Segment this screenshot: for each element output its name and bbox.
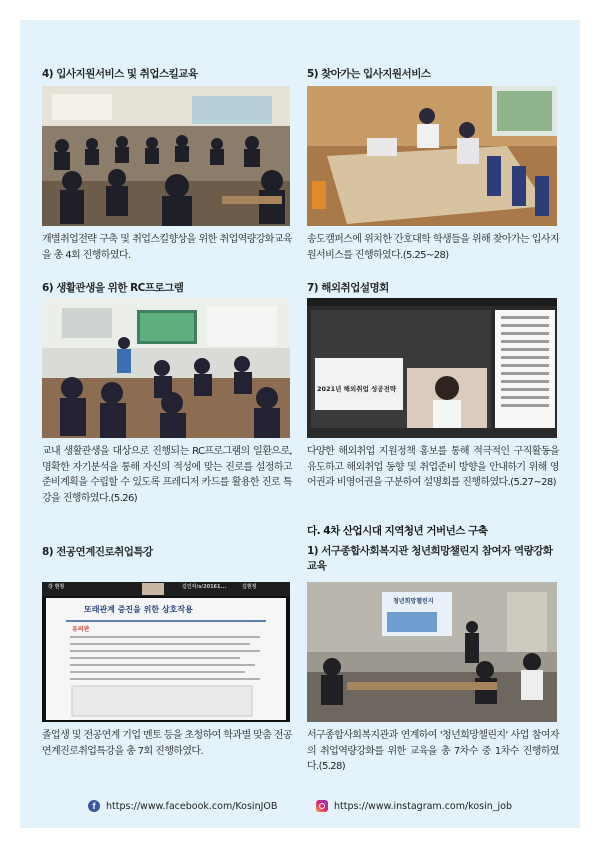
room-banner: 청년희망챌린지: [393, 598, 434, 605]
facebook-link-row[interactable]: [88, 800, 277, 812]
facebook-url[interactable]: https://www.facebook.com/KosinJOB: [106, 800, 278, 812]
zoom-name-1: 강 현정: [48, 584, 65, 590]
section-heading-5: 5) 찾아가는 입사지원서비스: [307, 68, 431, 80]
webinar-title: 2021년 해외취업 성공전략: [317, 385, 397, 393]
section-caption-5: 송도캠퍼스에 위치한 간호대학 학생들을 위해 찾아가는 입사지원서비스를 진행하였다.(5.25~28): [307, 234, 559, 261]
instagram-icon: [316, 800, 328, 812]
zoom-name-3: 김현정: [242, 584, 257, 590]
section-heading-4: 4) 입사지원서비스 및 취업스킬교육: [42, 68, 198, 80]
section-caption-7: 다양한 해외취업 지원정책 홍보를 통해 적극적인 구직활동을 유도하고 해외취업 동향 및 취업준비 방향을 안내하기 위해 영어권과 비영어권을 구분하여 설명회를 진행하였다.(5.27~28): [307, 446, 559, 488]
subsection-heading-1: 1) 서구종합사회복지관 청년희망챌린지 참여자 역량강화교육: [307, 545, 553, 572]
instagram-url[interactable]: https://www.instagram.com/kosin_job: [334, 800, 513, 812]
subsection-caption-1: 서구종합사회복지관과 연계하여 '청년희망챌린지' 사업 참여자의 취업역량강화를 위한 교육을 총 7차수 중 1차수 진행하였다.(5.28): [307, 730, 559, 772]
photo-skill-education: [42, 86, 290, 226]
photo-youth-challenge: [307, 582, 557, 722]
slide-title: 또래관계 증진을 위한 상호작용: [84, 605, 193, 614]
section-heading-8: 8) 전공연계진로취업특강: [42, 546, 153, 558]
section-heading-6: 6) 생활관생을 위한 RC프로그램: [42, 282, 184, 294]
photo-major-lecture: [42, 582, 290, 722]
photo-rc-program: [42, 298, 290, 438]
section-caption-6: 교내 생활관생을 대상으로 진행되는 RC프로그램의 일환으로, 명확한 자기분석을 통해 자신의 적성에 맞는 진로를 설정하고 준비계획을 수립할 수 있도록 프레디저 카드를 활용한 진로 특강을 진행하였다.(5.26): [42, 446, 292, 504]
facebook-icon: f: [88, 800, 100, 812]
section-caption-8: 졸업생 및 전공연계 기업 멘토 등을 초청하여 학과별 맞춤 전공연계진로취업특강을 총 7회 진행하였다.: [42, 730, 292, 757]
zoom-name-2: 김인자/s/20161...: [182, 584, 227, 590]
subsection-title: 다. 4차 산업시대 지역청년 거버넌스 구축: [307, 525, 488, 537]
slide-point: 유의판: [72, 626, 90, 633]
photo-visiting-service: [307, 86, 557, 226]
section-heading-7: 7) 해외취업설명회: [307, 282, 389, 294]
photo-overseas-webinar: [307, 298, 557, 438]
section-caption-4: 개별취업전략 구축 및 취업스킬향상을 위한 취업역량강화교육을 총 4회 진행하였다.: [42, 234, 292, 261]
instagram-link-row[interactable]: [316, 800, 512, 812]
